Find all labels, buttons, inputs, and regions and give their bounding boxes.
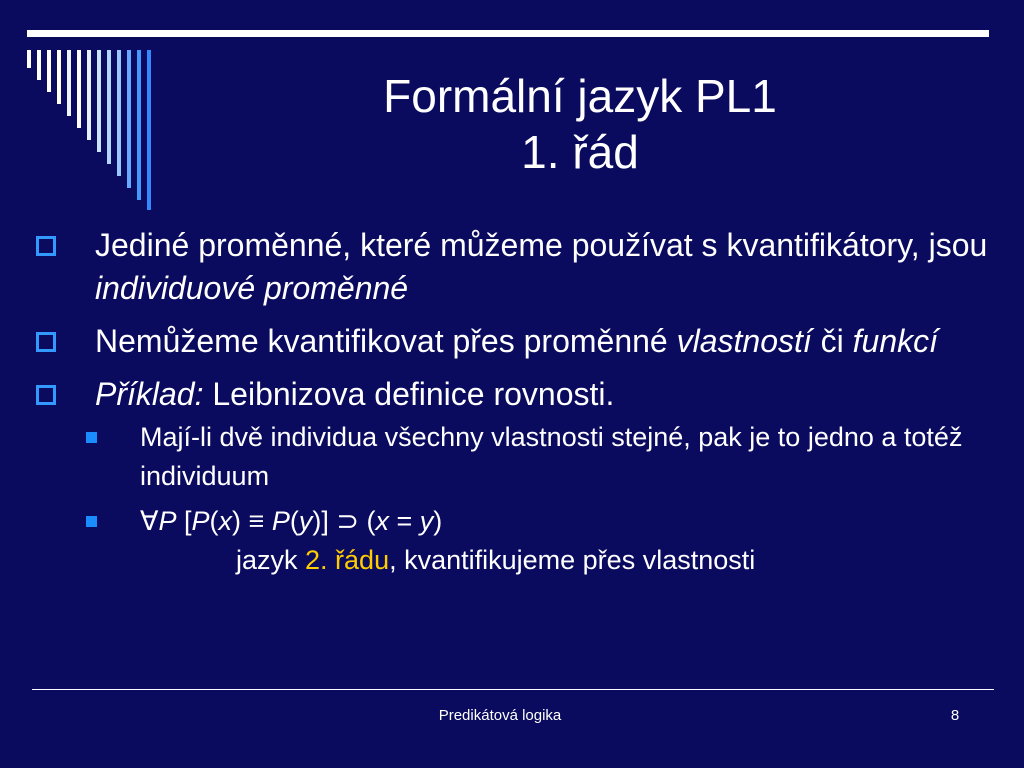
formula-paren: ) [232,506,249,536]
bullet-2-emphasis-1: vlastností [676,323,812,359]
formula-var: P [158,506,177,536]
formula-paren: ( [289,506,299,536]
slide-body [36,224,1016,586]
formula-var: P [191,506,210,536]
footer-text: Predikátová logika [438,707,562,724]
formula [140,502,1016,541]
formula-var: y [298,506,313,536]
bottom-rule [32,689,994,690]
subbullet-1-text: Mají-li dvě individua všechny vlastnosti stejné, pak je to jedno a totéž individuum [140,422,963,491]
explanation-accent: 2. řádu [305,545,390,575]
formula-bracket: [ [176,506,192,536]
formula-paren: ( [209,506,219,536]
equiv-symbol: ≡ [248,506,265,536]
subbullet-item-1 [36,418,1016,496]
formula-paren: ) [433,506,443,536]
formula-explanation [140,541,1016,580]
formula-var: x [218,506,233,536]
forall-symbol: ∀ [140,506,159,536]
page-number: 8 [950,707,960,724]
bullet-1-emphasis: individuové proměnné [95,270,409,306]
bullet-3-text: Leibnizova definice rovnosti. [203,376,615,412]
bullet-2-text-b: či [811,323,853,359]
formula-paren: )] [312,506,337,536]
equals-symbol: = [388,506,420,536]
formula-paren: ( [358,506,376,536]
formula-var: y [419,506,434,536]
bullet-2-text-a: Nemůžeme kvantifikovat přes proměnné [95,323,677,359]
bullet-1-text: Jediné proměnné, které můžeme používat s kvantifikátory, jsou [95,227,988,263]
hollow-square-bullet-icon [36,385,56,405]
hollow-square-bullet-icon [36,236,56,256]
bullet-item-3 [36,373,1016,416]
formula-var: P [271,506,290,536]
explanation-text-b: , kvantifikujeme přes vlastnosti [389,545,756,575]
bullet-item-1 [36,224,1016,310]
formula-space [264,506,272,536]
filled-square-bullet-icon [86,516,97,527]
superset-symbol: ⊃ [336,506,359,536]
top-rule [27,30,989,37]
bullet-3-emphasis: Příklad: [95,376,204,412]
title-line-2: 1. řád [521,126,639,178]
formula-var: x [375,506,389,536]
subbullet-item-2 [36,502,1016,580]
filled-square-bullet-icon [86,432,97,443]
decorative-stripes [27,50,167,210]
explanation-text-a: jazyk [236,545,306,575]
bullet-2-emphasis-2: funkcí [852,323,939,359]
slide-title [250,68,910,180]
hollow-square-bullet-icon [36,332,56,352]
title-line-1: Formální jazyk PL1 [383,70,777,122]
bullet-item-2 [36,320,1016,363]
